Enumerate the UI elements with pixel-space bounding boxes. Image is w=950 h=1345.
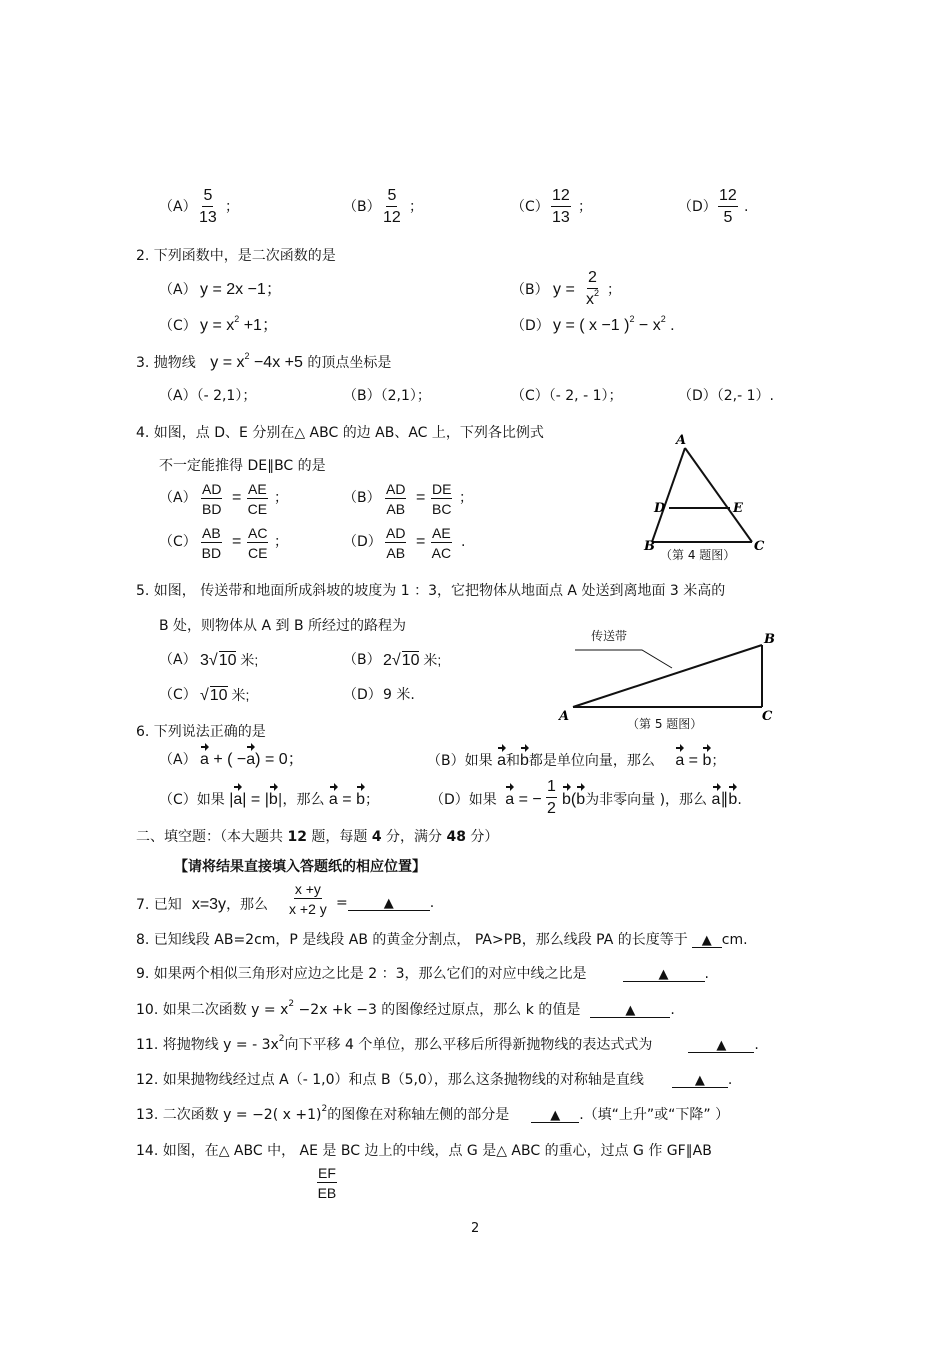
q5-opt-a-expr: 3√10 米; (200, 652, 259, 669)
q2-stem: 2. 下列函数中，是二次函数的是 (136, 248, 336, 264)
q2-opt-b-label: （B） (511, 282, 549, 298)
q2-opt-b-tail: ； (607, 282, 621, 298)
q2-opt-d-label: （D） (511, 318, 550, 334)
q4-opt-b-label: （B） (343, 490, 381, 506)
q1-opt-c-fraction: $\frac{12}{13}$ (552, 187, 570, 226)
q11-text: 11. 将抛物线 y = - $3x^2$向下平移 4 个单位，那么平移后所得新抛物线的表达式式为 ▲ . (136, 1034, 759, 1053)
q3-opt-a: （A）（- 2,1）； (159, 388, 257, 404)
q5-fig-belt-label: 传送带 (591, 629, 628, 643)
q4-opt-c-frac2: $\frac{AC}{CE}$ (248, 525, 268, 561)
q5-opt-c-label: （C） (159, 687, 197, 703)
section2-note: 【请将结果直接填入答题纸的相应位置】 (174, 859, 426, 875)
q5-fig-caption: （第 5 题图） (627, 717, 703, 731)
q4-fig-label-d: D (654, 501, 666, 516)
q5-opt-a-label: （A） (159, 652, 197, 668)
q6-opt-d-fraction: $\frac{1}{2}$ (547, 778, 556, 817)
q1-opt-a-tail: ； (225, 199, 239, 215)
q4-opt-a-frac1: $\frac{AD}{BD}$ (202, 481, 222, 517)
q2-opt-c-expr: $y = x^2 +1$； (200, 314, 278, 334)
q3-stem: 3. 抛物线 $y = x^2 -4x +5$ 的顶点坐标是 (136, 351, 392, 371)
q4-opt-c-eq: = (232, 533, 242, 550)
q4-fig-label-b: B (644, 539, 655, 554)
q2-opt-b-fraction: $\frac{2}{x^2}$ (586, 269, 600, 308)
q7-fraction: $\frac{x +y}{x +2 y}$ (289, 881, 327, 917)
q4-opt-d-tail: . (461, 534, 466, 550)
q6-opt-c: （C）如果 |a| = |b|，那么 a = b； (159, 791, 379, 808)
q4-stem-line1: 4. 如图，点 D、E 分别在△ ABC 的边 AB、AC 上，下列各比例式 (136, 425, 544, 441)
page-number: 2 (471, 1221, 480, 1236)
q1-opt-b-tail: ； (409, 199, 423, 215)
q4-opt-a-eq: = (232, 489, 242, 506)
q7-answer: = ▲ . (336, 895, 435, 911)
q4-opt-a-tail: ； (274, 490, 288, 506)
q1-opt-d-tail: . (744, 199, 749, 215)
q2-opt-b-lhs: y = (553, 281, 575, 298)
q6-opt-b: （B）如果 a和b都是单位向量，那么 a = b； (427, 752, 726, 769)
q4-opt-c-label: （C） (159, 534, 197, 550)
q5-opt-b-expr: 2√10 米; (383, 652, 442, 669)
q4-fig-label-c: C (754, 539, 765, 554)
q10-text: 10. 如果二次函数 $y = x^2 -2x +k -3$ 的图像经过原点，那么 k 的值是 ▲ . (136, 999, 675, 1018)
q1-opt-d-fraction: $\frac{12}{5}$ (719, 187, 737, 226)
q4-opt-a-label: （A） (159, 490, 197, 506)
q1-opt-b-label: （B） (343, 199, 381, 215)
q5-fig-label-a: A (559, 709, 570, 724)
q4-opt-b-eq: = (416, 489, 426, 506)
q1-opt-d-label: （D） (678, 199, 717, 215)
q5-fig-label-c: C (762, 709, 773, 724)
q4-opt-d-frac2: $\frac{AE}{AC}$ (431, 525, 452, 561)
q3-opt-c: （C）（- 2, - 1）； (511, 388, 623, 404)
q4-opt-d-label: （D） (343, 534, 382, 550)
q5-opt-d-text: 9 米. (383, 687, 415, 703)
q4-opt-b-frac1: $\frac{AD}{AB}$ (386, 481, 406, 517)
q5-opt-d-label: （D） (343, 687, 382, 703)
q1-opt-a-fraction: $\frac{5}{13}$ (199, 187, 217, 226)
q2-opt-d-expr: y = ( x −1 )$^2 - x^2$ . (553, 314, 675, 334)
q6-opt-a-label: （A） (159, 752, 197, 768)
q6-opt-d-tail: b(b为非零向量 )，那么 a∥b. (562, 791, 742, 808)
q4-opt-a-frac2: $\frac{AE}{CE}$ (247, 481, 268, 517)
q1-opt-a-label: （A） (159, 199, 197, 215)
q4-opt-c-tail: ； (274, 534, 288, 550)
q9-text: 9. 如果两个相似三角形对应边之比是 2 ：3，那么它们的对应中线之比是 ▲ . (136, 966, 709, 982)
q5-opt-b-label: （B） (343, 652, 381, 668)
q3-opt-b: （B）（2,1）； (343, 388, 431, 404)
q4-fig-label-a: A (676, 433, 687, 448)
q3-opt-d: （D）（2,- 1）. (678, 388, 774, 404)
q6-opt-a-expr: a + ( −a) = 0； (200, 751, 304, 768)
q13-text: 13. 二次函数 y = −2( x +1)$^2$的图像在对称轴左侧的部分是 ▲ .（填“上升”或“下降” ） (136, 1104, 730, 1123)
q4-stem-line2: 不一定能推得 DE∥BC 的是 (159, 458, 326, 474)
q14-text: 14. 如图，在△ ABC 中， AE 是 BC 边上的中线，点 G 是△ ABC 的重心，过点 G 作 GF∥AB (136, 1143, 712, 1159)
q4-opt-b-frac2: $\frac{DE}{BC}$ (432, 481, 452, 517)
q5-stem-line1: 5. 如图， 传送带和地面所成斜坡的坡度为 1 ：3，它把物体从地面点 A 处送到离地面 3 米高的 (136, 583, 726, 599)
q4-opt-b-tail: ； (459, 490, 473, 506)
q7-pre: 7. 已知 x=3y，那么 (136, 896, 269, 913)
q5-fig-label-b: B (764, 632, 775, 647)
q6-stem: 6. 下列说法正确的是 (136, 724, 266, 740)
q2-opt-a-expr: y = 2x −1； (200, 281, 282, 298)
q4-fig-label-e: E (733, 501, 743, 516)
q4-opt-d-eq: = (416, 533, 426, 550)
q12-text: 12. 如果抛物线经过点 A（- 1,0）和点 B（5,0），那么这条抛物线的对称轴是直线 ▲ . (136, 1072, 733, 1088)
q1-opt-c-tail: ； (578, 199, 592, 215)
q14-fraction: $\frac{EF}{EB}$ (317, 1165, 337, 1201)
q4-fig-caption: （第 4 题图） (660, 548, 736, 562)
q5-stem-line2: B 处，则物体从 A 到 B 所经过的路程为 (159, 618, 407, 634)
q8-text: 8. 已知线段 AB=2cm，P 是线段 AB 的黄金分割点， PA>PB，那么线段 PA 的长度等于 ▲ cm. (136, 932, 748, 948)
q2-opt-c-label: （C） (159, 318, 197, 334)
q1-opt-c-label: （C） (511, 199, 549, 215)
q4-opt-d-frac1: $\frac{AD}{AB}$ (386, 525, 406, 561)
q6-opt-d-head: （D）如果 a = − (430, 791, 542, 808)
q5-opt-c-expr: √10 米; (200, 687, 250, 704)
q1-opt-b-fraction: $\frac{5}{12}$ (383, 187, 401, 226)
section2-title: 二、填空题：（本大题共 12 题，每题 4 分，满分 48 分） (136, 829, 499, 845)
q4-opt-c-frac1: $\frac{AB}{BD}$ (201, 525, 222, 561)
q2-opt-a-label: （A） (159, 282, 197, 298)
